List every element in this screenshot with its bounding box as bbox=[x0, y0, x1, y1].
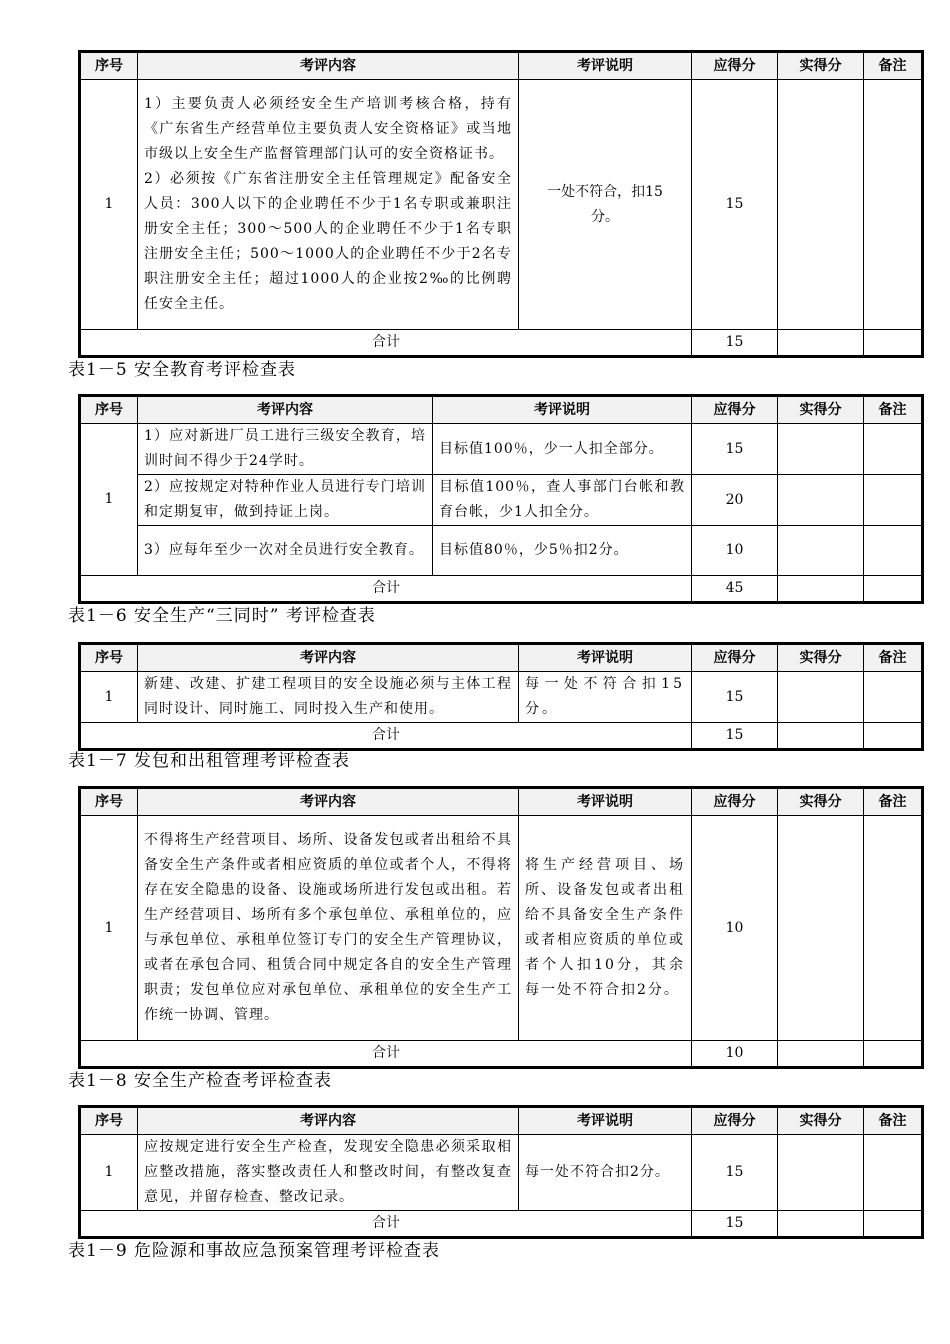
table-three-simultaneous bbox=[78, 642, 921, 751]
row-score: 15 bbox=[692, 672, 778, 723]
table-safety-education bbox=[78, 394, 921, 604]
row-score: 20 bbox=[692, 475, 778, 526]
table-row bbox=[80, 526, 923, 576]
table-header-row bbox=[80, 52, 923, 80]
header-note: 考评说明 bbox=[519, 52, 692, 80]
total-actual bbox=[778, 1041, 864, 1068]
total-label: 合计 bbox=[80, 1041, 692, 1068]
total-score: 15 bbox=[692, 723, 778, 750]
row-no: 1 bbox=[80, 424, 138, 576]
row-actual bbox=[778, 424, 864, 475]
header-content: 考评内容 bbox=[138, 1107, 519, 1135]
row-content: 不得将生产经营项目、场所、设备发包或者出租给不具备安全生产条件或者相应资质的单位或者个人，不得将存在安全隐患的设备、设施或场所进行发包或出租。若生产经营项目、场所有多个承包单位、承租单位的，应与承包单位、承租单位签订专门的安全生产管理协议，或者在承包合同、租赁合同中规定各自的安全生产管理职责；发包单位应对承包单位、承租单位的安全生产工作统一协调、管理。 bbox=[138, 816, 519, 1041]
table-header-row bbox=[80, 396, 923, 424]
header-note: 考评说明 bbox=[519, 644, 692, 672]
caption-table-1-6: 表1－6 安全生产“三同时” 考评检查表 bbox=[68, 606, 376, 626]
row-content: 2）应按规定对特种作业人员进行专门培训和定期复审，做到持证上岗。 bbox=[138, 475, 433, 526]
total-actual bbox=[778, 576, 864, 603]
table-header-row bbox=[80, 788, 923, 816]
header-no: 序号 bbox=[80, 644, 138, 672]
table-row bbox=[80, 816, 923, 1041]
content-paragraph: 1）主要负责人必须经安全生产培训考核合格，持有《广东省生产经营单位主要负责人安全资格证》或当地市级以上安全生产监督管理部门认可的安全资格证书。 bbox=[144, 96, 512, 162]
header-score: 应得分 bbox=[692, 1107, 778, 1135]
total-remark bbox=[864, 330, 923, 357]
header-no: 序号 bbox=[80, 788, 138, 816]
header-note: 考评说明 bbox=[433, 396, 692, 424]
header-remark: 备注 bbox=[864, 644, 923, 672]
row-note: 目标值80％，少5％扣2分。 bbox=[433, 526, 692, 576]
table-safety-inspection bbox=[78, 1105, 921, 1239]
header-no: 序号 bbox=[80, 396, 138, 424]
header-score: 应得分 bbox=[692, 52, 778, 80]
row-actual bbox=[778, 80, 864, 330]
row-actual bbox=[778, 526, 864, 576]
row-no: 1 bbox=[80, 80, 138, 330]
total-remark bbox=[864, 1041, 923, 1068]
row-content: 新建、改建、扩建工程项目的安全设施必须与主体工程同时设计、同时施工、同时投入生产和使用。 bbox=[138, 672, 519, 723]
row-score: 15 bbox=[692, 424, 778, 475]
table-header-row bbox=[80, 1107, 923, 1135]
header-note: 考评说明 bbox=[519, 788, 692, 816]
total-score: 15 bbox=[692, 1211, 778, 1238]
caption-table-1-7: 表1－7 发包和出租管理考评检查表 bbox=[68, 751, 351, 771]
total-label: 合计 bbox=[80, 576, 692, 603]
header-actual: 实得分 bbox=[778, 396, 864, 424]
total-score: 15 bbox=[692, 330, 778, 357]
row-remark bbox=[864, 526, 923, 576]
caption-table-1-8: 表1－8 安全生产检查考评检查表 bbox=[68, 1071, 333, 1091]
caption-table-1-5: 表1－5 安全教育考评检查表 bbox=[68, 360, 297, 380]
total-remark bbox=[864, 723, 923, 750]
row-note: 每一处不符合扣2分。 bbox=[519, 1135, 692, 1211]
row-actual bbox=[778, 475, 864, 526]
row-score: 15 bbox=[692, 1135, 778, 1211]
header-no: 序号 bbox=[80, 1107, 138, 1135]
row-actual bbox=[778, 816, 864, 1041]
row-no: 1 bbox=[80, 816, 138, 1041]
header-score: 应得分 bbox=[692, 644, 778, 672]
table-row bbox=[80, 475, 923, 526]
table-row bbox=[80, 1135, 923, 1211]
row-content: 3）应每年至少一次对全员进行安全教育。 bbox=[138, 526, 433, 576]
total-label: 合计 bbox=[80, 723, 692, 750]
table-row bbox=[80, 672, 923, 723]
header-remark: 备注 bbox=[864, 52, 923, 80]
row-no: 1 bbox=[80, 672, 138, 723]
row-remark bbox=[864, 424, 923, 475]
total-actual bbox=[778, 723, 864, 750]
header-content: 考评内容 bbox=[138, 52, 519, 80]
total-row bbox=[80, 576, 923, 603]
content-paragraph: 2）必须按《广东省注册安全主任管理规定》配备安全人员：300人以下的企业聘任不少于1名专职或兼职注册安全主任；300～500人的企业聘任不少于1名专职注册安全主任；500～1000人的企业聘任不少于2名专职注册安全主任；超过1000人的企业按2‰的比例聘任安全主任。 bbox=[144, 171, 512, 312]
total-actual bbox=[778, 1211, 864, 1238]
header-remark: 备注 bbox=[864, 396, 923, 424]
row-remark bbox=[864, 672, 923, 723]
total-label: 合计 bbox=[80, 330, 692, 357]
row-content: 1）应对新进厂员工进行三级安全教育，培训时间不得少于24学时。 bbox=[138, 424, 433, 475]
caption-table-1-9: 表1－9 危险源和事故应急预案管理考评检查表 bbox=[68, 1241, 441, 1261]
header-note: 考评说明 bbox=[519, 1107, 692, 1135]
row-actual bbox=[778, 1135, 864, 1211]
header-actual: 实得分 bbox=[778, 644, 864, 672]
total-remark bbox=[864, 576, 923, 603]
row-no: 1 bbox=[80, 1135, 138, 1211]
row-note: 目标值100％，查人事部门台帐和教育台帐，少1人扣全分。 bbox=[433, 475, 692, 526]
header-score: 应得分 bbox=[692, 396, 778, 424]
header-content: 考评内容 bbox=[138, 396, 433, 424]
row-score: 10 bbox=[692, 816, 778, 1041]
table-row bbox=[80, 424, 923, 475]
table-header-row bbox=[80, 644, 923, 672]
row-remark bbox=[864, 1135, 923, 1211]
row-remark bbox=[864, 80, 923, 330]
total-label: 合计 bbox=[80, 1211, 692, 1238]
row-score: 15 bbox=[692, 80, 778, 330]
row-content bbox=[138, 80, 519, 330]
total-actual bbox=[778, 330, 864, 357]
table-safety-qualification bbox=[78, 50, 921, 358]
header-actual: 实得分 bbox=[778, 788, 864, 816]
header-score: 应得分 bbox=[692, 788, 778, 816]
header-content: 考评内容 bbox=[138, 644, 519, 672]
row-content: 应按规定进行安全生产检查，发现安全隐患必须采取相应整改措施，落实整改责任人和整改时间，有整改复查意见，并留存检查、整改记录。 bbox=[138, 1135, 519, 1211]
header-remark: 备注 bbox=[864, 1107, 923, 1135]
total-score: 10 bbox=[692, 1041, 778, 1068]
total-score: 45 bbox=[692, 576, 778, 603]
row-score: 10 bbox=[692, 526, 778, 576]
row-remark bbox=[864, 816, 923, 1041]
header-remark: 备注 bbox=[864, 788, 923, 816]
header-actual: 实得分 bbox=[778, 1107, 864, 1135]
header-actual: 实得分 bbox=[778, 52, 864, 80]
header-no: 序号 bbox=[80, 52, 138, 80]
total-row bbox=[80, 330, 923, 357]
total-row bbox=[80, 1211, 923, 1238]
header-content: 考评内容 bbox=[138, 788, 519, 816]
table-contracting-leasing bbox=[78, 786, 921, 1069]
row-note: 一处不符合，扣15分。 bbox=[519, 80, 692, 330]
row-remark bbox=[864, 475, 923, 526]
row-note: 每一处不符合扣15分。 bbox=[519, 672, 692, 723]
total-row bbox=[80, 723, 923, 750]
total-row bbox=[80, 1041, 923, 1068]
total-remark bbox=[864, 1211, 923, 1238]
row-note: 将生产经营项目、场所、设备发包或者出租给不具备安全生产条件或者相应资质的单位或者个人扣10分，其余每一处不符合扣2分。 bbox=[519, 816, 692, 1041]
row-actual bbox=[778, 672, 864, 723]
table-row bbox=[80, 80, 923, 330]
row-note: 目标值100％，少一人扣全部分。 bbox=[433, 424, 692, 475]
